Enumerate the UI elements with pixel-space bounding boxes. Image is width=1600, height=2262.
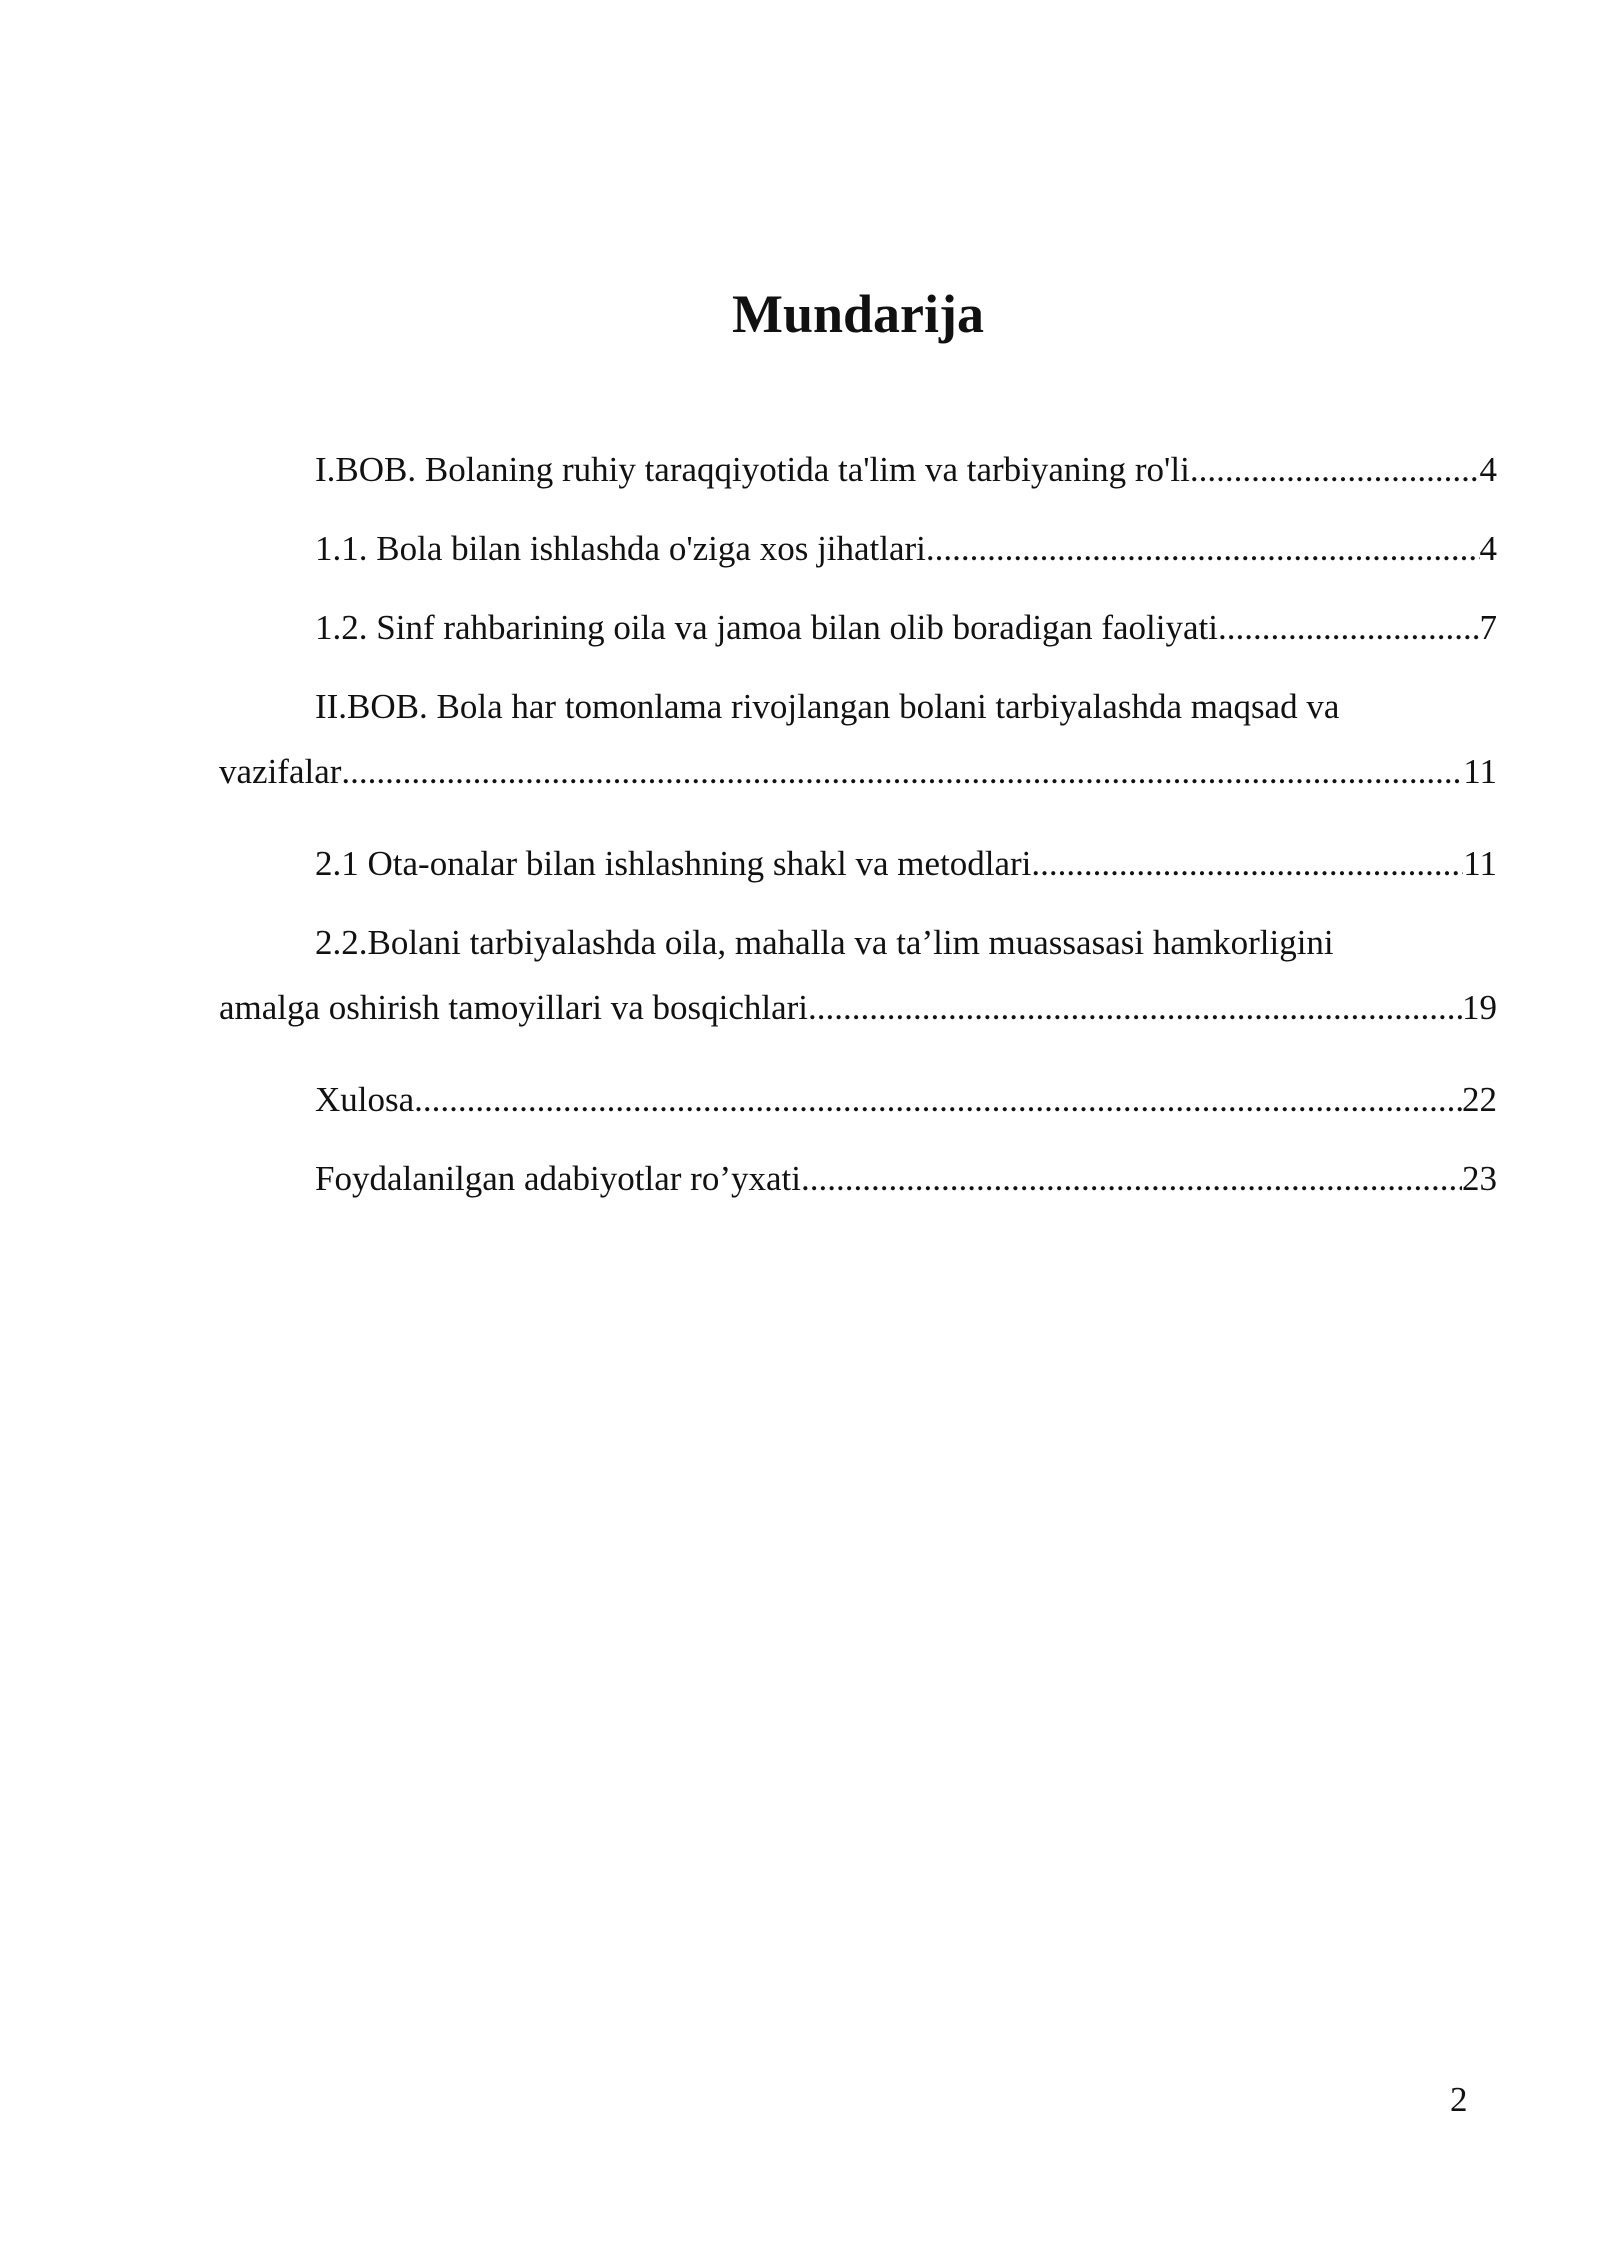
- toc-entry: [219, 440, 1497, 519]
- page-title: Mundarija: [731, 284, 985, 344]
- page-number: 2: [1450, 2080, 1468, 2119]
- toc-leader-dots: [341, 742, 1463, 802]
- toc-entry-label-continued: amalga oshirish tamoyillari va bosqichlari: [219, 988, 809, 1027]
- toc-entry: [219, 834, 1497, 913]
- toc-entry-label-continued: vazifalar: [219, 752, 342, 791]
- toc-entry: [219, 913, 1497, 1070]
- toc-entry-page: 19: [1462, 988, 1497, 1027]
- toc-entry-label: 2.1 Ota-onalar bilan ishlashning shakl va metodlari: [315, 844, 1032, 883]
- toc-entry: [219, 519, 1497, 598]
- toc-leader-dots: [926, 519, 1480, 579]
- toc-entry-page: 11: [1463, 752, 1497, 791]
- toc-entry-page: 4: [1479, 529, 1497, 568]
- toc-entry-label: Xulosa: [315, 1080, 415, 1119]
- toc-leader-dots: [808, 978, 1462, 1038]
- toc-entry: [219, 598, 1497, 677]
- toc-entry-page: 22: [1462, 1080, 1497, 1119]
- toc-entry-label: I.BOB. Bolaning ruhiy taraqqiyotida ta'lim va tarbiyaning ro'li: [315, 450, 1190, 489]
- toc-leader-dots: [1190, 440, 1480, 500]
- toc-entry-label: 1.1. Bola bilan ishlashda o'ziga xos jihatlari: [315, 529, 926, 568]
- toc-leader-dots: [801, 1149, 1462, 1209]
- toc-entry-label: II.BOB. Bola har tomonlama rivojlangan bolani tarbiyalashda maqsad va: [315, 687, 1340, 726]
- toc-entry-page: 11: [1463, 844, 1497, 883]
- toc-entry: [219, 1149, 1497, 1228]
- toc-entry-label: Foydalanilgan adabiyotlar ro’yxati: [315, 1159, 801, 1198]
- toc-entry: [219, 1070, 1497, 1149]
- toc-entry-page: 4: [1479, 450, 1497, 489]
- toc-leader-dots: [1031, 834, 1463, 894]
- toc-entry-label: 2.2.Bolani tarbiyalashda oila, mahalla va ta’lim muassasasi hamkorligini: [315, 923, 1334, 962]
- toc-entry: [219, 677, 1497, 834]
- table-of-contents: [219, 440, 1497, 1228]
- toc-entry-label: 1.2. Sinf rahbarining oila va jamoa bilan olib boradigan faoliyati: [315, 608, 1218, 647]
- toc-entry-page: 23: [1462, 1159, 1497, 1198]
- toc-entry-page: 7: [1479, 608, 1497, 647]
- toc-leader-dots: [414, 1070, 1462, 1130]
- toc-leader-dots: [1218, 598, 1480, 658]
